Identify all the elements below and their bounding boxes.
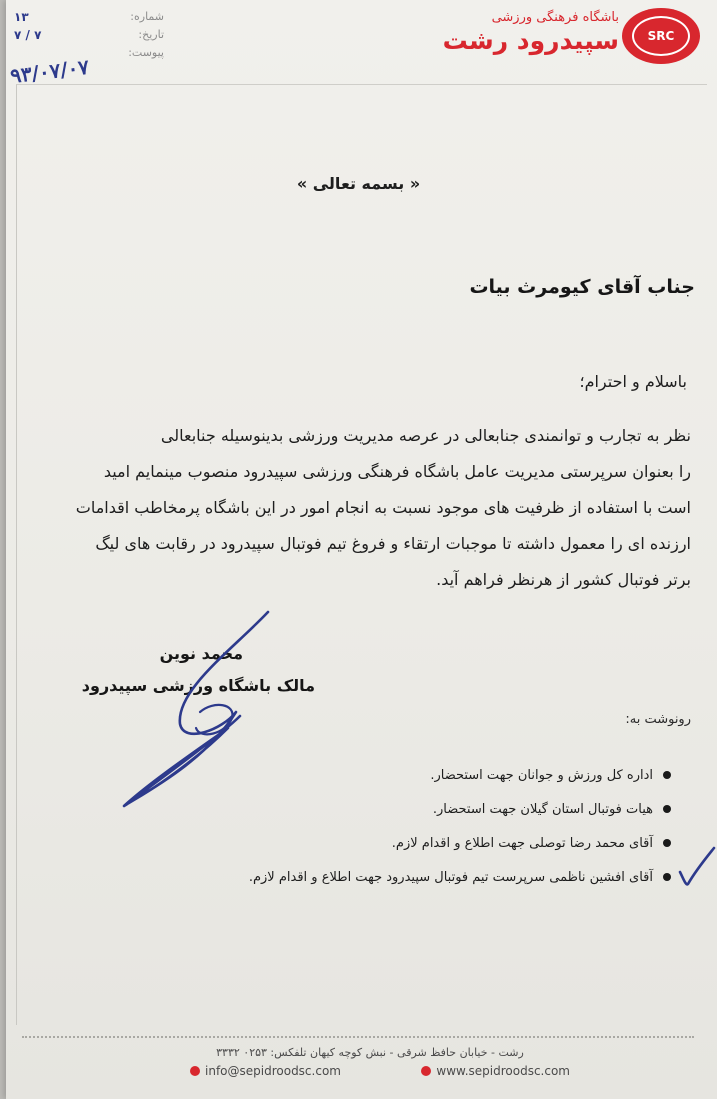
footer-website-text: www.sepidroodsc.com [436,1064,570,1078]
body-line: برتر فوتبال کشور از هرنظر فراهم آید. [436,570,691,589]
attachment-label: پیوست: [128,46,164,59]
meta-number-row [14,10,164,28]
body-line: است با استفاده از ظرفیت های موجود نسبت به انجام امور در این باشگاه پرمخاطب اقدامات [75,498,691,517]
footer-email[interactable] [190,1064,341,1078]
club-logo-text: SRC [632,16,690,56]
cc-item [151,792,671,826]
body-line: ارزنده ای را معمول داشته تا موجبات ارتقاء و فروغ تیم فوتبال سپیدرود در رقابت های لیگ [95,534,691,553]
footer-email-text: info@sepidroodsc.com [205,1064,341,1078]
cc-item-text: هیات فوتبال استان گیلان جهت استحضار. [432,801,653,817]
cc-item [151,826,671,860]
body-line: نظر به تجارب و توانمندی جنابعالی در عرصه مدیریت ورزشی بدینوسیله جنابعالی [160,426,691,445]
greeting: باسلام و احترام؛ [579,372,687,391]
cc-list [151,758,671,894]
footer-website[interactable] [421,1064,570,1078]
letter-body [61,418,691,598]
cc-item-text: اداره کل ورزش و جوانان جهت استحضار. [430,767,653,783]
date-label: تاریخ: [138,28,164,41]
letter-date: ۷ / ۷ [14,28,42,42]
cc-item [151,860,671,894]
handwritten-date: ۹۳/۰۷/۰۷ [8,54,91,89]
invocation-heading: « بسمه تعالی » [296,174,421,193]
club-subtitle: باشگاه فرهنگی ورزشی [491,10,619,25]
letter-number: ۱۳ [14,10,29,24]
bullet-icon [663,805,671,813]
meta-date-row [14,28,164,46]
cc-item-text: آقای افشین ناظمی سرپرست تیم فوتبال سپیدرود جهت اطلاع و اقدام لازم. [248,869,653,885]
club-logo [622,8,700,64]
recipient-name: جناب آقای کیومرث بیات [469,276,695,298]
bullet-icon [663,839,671,847]
bullet-icon [663,873,671,881]
cc-item [151,758,671,792]
cc-item-text: آقای محمد رضا توصلی جهت اطلاع و اقدام لازم. [391,835,653,851]
signatory-title: مالک باشگاه ورزشی سپیدرود [81,676,315,695]
globe-icon [421,1066,431,1076]
email-icon [190,1066,200,1076]
footer-divider [22,1036,694,1038]
number-label: شماره: [130,10,164,23]
footer-address: رشت - خیابان حافظ شرقی - نبش کوچه کیهان تلفکس: ۰۲۵۳ ۳۳۳۲ [216,1046,524,1059]
club-name: سپیدرود رشت [442,26,619,55]
bullet-icon [663,771,671,779]
footer-contacts [190,1064,570,1078]
cc-label: رونوشت به: [625,712,691,727]
body-line: را بعنوان سرپرستی مدیریت عامل باشگاه فرهنگی ورزشی سپیدرود منصوب مینمایم امید [103,462,691,481]
signatory-name: محمد نوین [159,644,243,663]
